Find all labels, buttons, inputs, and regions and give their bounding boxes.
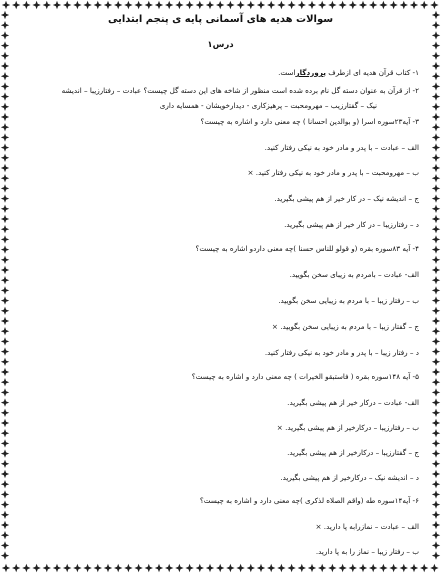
question-6: ۶- آیه۱۴سوره طه (واقم الصلاه لذکری )چه معنی دارد و اشاره به چیست؟ <box>199 496 419 505</box>
border-star <box>1 41 9 49</box>
border-star <box>1 337 9 345</box>
border-star <box>432 470 440 478</box>
border-star <box>432 398 440 406</box>
border-star <box>432 388 440 396</box>
border-star <box>1 286 9 294</box>
border-star <box>430 564 438 572</box>
document-title: سوالات هدیه های آسمانی پایه ی پنجم ابتدایی <box>107 14 334 25</box>
border-star <box>1 541 9 549</box>
option-4b: ب – رفتار زیبا – با مردم به زیبایی سخن بگویید. <box>278 296 419 305</box>
border-star <box>432 184 440 192</box>
border-star <box>432 92 440 100</box>
border-star <box>432 72 440 80</box>
border-star <box>1 296 9 304</box>
border-star <box>432 235 440 243</box>
border-star <box>1 490 9 498</box>
border-star <box>1 266 9 274</box>
lesson-heading: درس۱ <box>207 40 234 50</box>
border-star <box>432 551 440 559</box>
option-5d: د – اندیشه نیک – درکارخیر از هم پیشی بگیرید. <box>280 473 419 482</box>
border-star <box>432 276 440 284</box>
border-star <box>1 409 9 417</box>
border-star <box>1 347 9 355</box>
border-star <box>432 52 440 60</box>
question-3: ۳- آیه۲۳سوره اسرا (و بوالدین احسانا ) چه معنی دارد و اشاره به چیست؟ <box>200 117 419 126</box>
option-5a: الف- عبادت – درکار خیر از هم پیشی بگیرید. <box>287 398 419 407</box>
option-3d: د – رفتارزیبا – در کار خیر از هم پیشی بگیرید. <box>284 220 419 229</box>
border-star <box>1 439 9 447</box>
border-star <box>1 225 9 233</box>
option-3a: الف – عبادت – با پدر و مادر خود به نیکی رفتار کنید. <box>264 143 419 152</box>
border-star <box>432 194 440 202</box>
border-star <box>432 174 440 182</box>
border-star <box>1 460 9 468</box>
border-star <box>432 541 440 549</box>
border-star <box>432 480 440 488</box>
border-star <box>1 103 9 111</box>
border-star <box>432 521 440 529</box>
border-star <box>432 11 440 19</box>
border-star <box>432 205 440 213</box>
border-star <box>1 531 9 539</box>
border-star <box>1 113 9 121</box>
border-star <box>432 449 440 457</box>
option-5c: ج – گفتارزیبا – درکارخیر از هم پیشی بگیرید. <box>287 448 419 457</box>
border-star <box>2 564 10 572</box>
border-star <box>1 72 9 80</box>
border-star <box>1 21 9 29</box>
border-star <box>432 143 440 151</box>
question-4: ۴- آیه ۸۳سوره بقره (و قولو للناس حسنا )چه معنی داردو اشاره به چیست؟ <box>195 244 419 253</box>
border-star <box>432 531 440 539</box>
border-star <box>1 429 9 437</box>
border-star <box>1 419 9 427</box>
border-star <box>1 31 9 39</box>
border-star <box>432 429 440 437</box>
border-star <box>1 327 9 335</box>
border-star <box>1 123 9 131</box>
border-star <box>432 154 440 162</box>
option-4d: د – رفتار زیبا – با پدر و مادر خود به نیکی رفتار کنید. <box>264 348 419 357</box>
border-star <box>1 92 9 100</box>
border-star <box>432 62 440 70</box>
border-star <box>1 256 9 264</box>
border-star <box>1 307 9 315</box>
border-star <box>1 388 9 396</box>
question-2-line-1: ۲- از قرآن به عنوان دسته گل نام برده شده است منظور از شاخه های این دسته گل چیست؟ عبادت – رفتارزیبا – اندیشه <box>61 86 419 95</box>
border-star <box>432 500 440 508</box>
border-star <box>432 31 440 39</box>
border-star <box>1 511 9 519</box>
border-star <box>1 174 9 182</box>
border-star <box>432 296 440 304</box>
border-star <box>1 184 9 192</box>
border-star <box>1 551 9 559</box>
border-star <box>432 113 440 121</box>
option-6a: الف – عبادت – نمازرابه پا دارید. × <box>315 522 419 531</box>
option-3b: ب – مهرومحبت – با پدر و مادر خود به نیکی رفتار کنید. × <box>247 168 419 177</box>
border-star <box>432 317 440 325</box>
border-star <box>432 21 440 29</box>
border-star <box>1 205 9 213</box>
border-star <box>432 460 440 468</box>
border-star <box>432 245 440 253</box>
border-star <box>432 439 440 447</box>
border-star <box>1 398 9 406</box>
question-1: ۱- کتاب قرآن هدیه ای ازطرف پروردگاراست. <box>278 68 419 77</box>
question-5: ۵- آیه ۱۴۸سوره بقره ( فاستبقو الخیرات ) چه معنی دارد و اشاره به چیست؟ <box>191 372 419 381</box>
border-star <box>1 521 9 529</box>
border-star <box>1 276 9 284</box>
border-star <box>430 1 438 9</box>
border-star <box>432 378 440 386</box>
border-star <box>432 41 440 49</box>
border-star <box>1 154 9 162</box>
border-star <box>432 511 440 519</box>
border-star <box>1 194 9 202</box>
border-star <box>432 164 440 172</box>
border-star <box>1 235 9 243</box>
border-star <box>1 449 9 457</box>
border-star <box>432 103 440 111</box>
border-star <box>1 133 9 141</box>
option-3c: ج – اندیشه نیک – در کار خیر از هم پیشی بگیرید. <box>274 194 419 203</box>
border-star <box>1 358 9 366</box>
border-star <box>1 11 9 19</box>
border-star <box>1 500 9 508</box>
question-2-line-2: نیک – گفتارزیب – مهرومحبت – پرهیزکاری - دیدارخویشان - همسایه داری <box>159 101 377 110</box>
border-star <box>432 347 440 355</box>
border-star <box>1 378 9 386</box>
border-star <box>2 1 10 9</box>
border-star <box>432 286 440 294</box>
option-4a: الف- عبادت – بامردم به زیبای سخن بگویید. <box>289 270 419 279</box>
border-star <box>432 266 440 274</box>
border-star <box>432 490 440 498</box>
border-star <box>432 123 440 131</box>
option-5b: ب – رفتارزیبا – درکارخیر از هم پیشی بگیرید. × <box>276 423 419 432</box>
border-star <box>432 358 440 366</box>
border-star <box>432 82 440 90</box>
border-star <box>1 82 9 90</box>
border-star <box>432 337 440 345</box>
border-star <box>1 143 9 151</box>
border-star <box>432 307 440 315</box>
border-star <box>1 62 9 70</box>
border-star <box>1 215 9 223</box>
border-star <box>432 256 440 264</box>
border-star <box>432 225 440 233</box>
border-star <box>432 419 440 427</box>
option-4c: ج – گفتار زیبا – با مردم به زیبایی سخن بگویید. × <box>271 322 419 331</box>
border-star <box>432 327 440 335</box>
border-star <box>1 52 9 60</box>
border-star <box>432 368 440 376</box>
option-6b: ب – رفتار زیبا – نماز را به پا دارید. <box>315 547 419 556</box>
border-star <box>1 317 9 325</box>
border-star <box>432 133 440 141</box>
border-star <box>1 368 9 376</box>
border-star <box>1 480 9 488</box>
border-star <box>1 470 9 478</box>
border-star <box>432 215 440 223</box>
border-star <box>1 164 9 172</box>
border-star <box>432 409 440 417</box>
document-page <box>16 6 425 571</box>
border-star <box>1 245 9 253</box>
